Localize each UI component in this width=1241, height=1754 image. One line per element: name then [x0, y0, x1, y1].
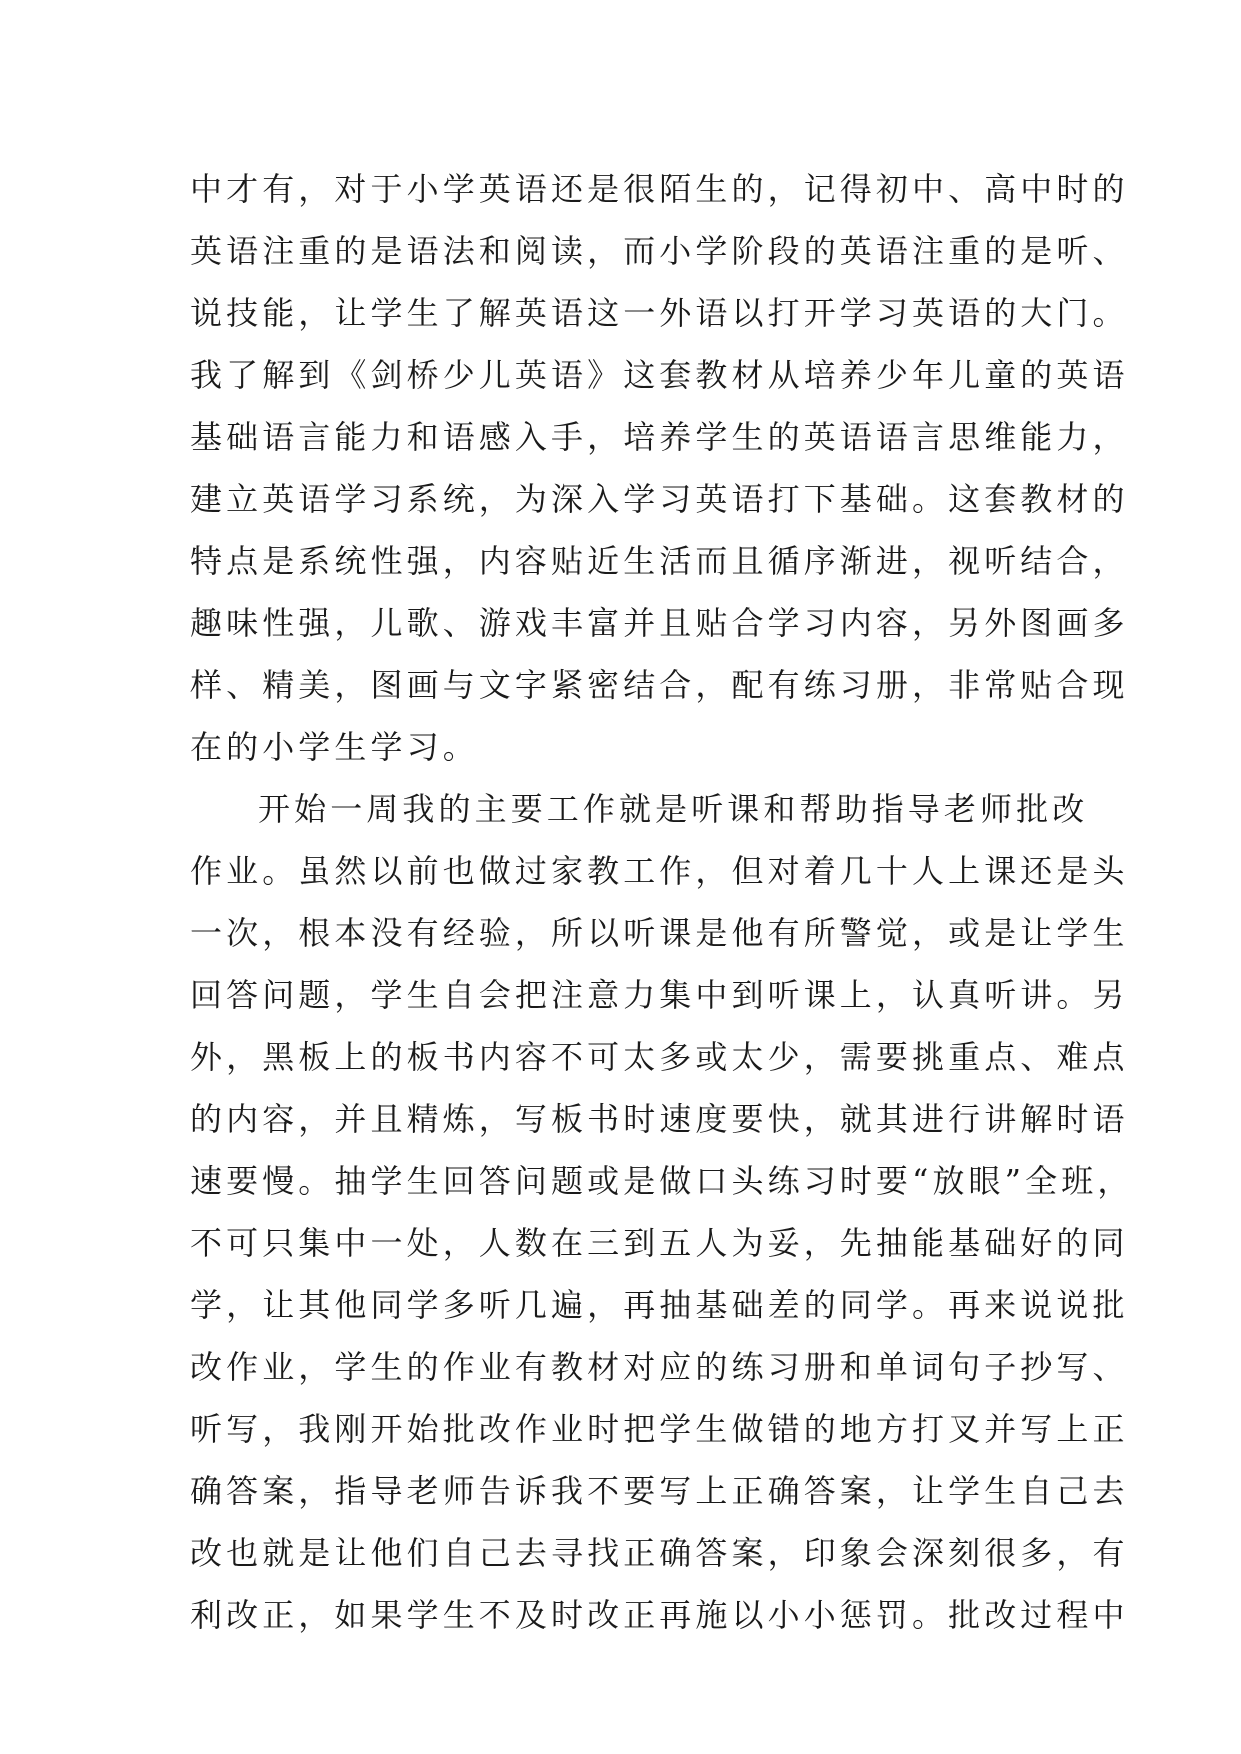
text-line: 说技能，让学生了解英语这一外语以打开学习英语的大门。 [190, 294, 1129, 332]
text-line: 建立英语学习系统，为深入学习英语打下基础。这套教材的 [190, 480, 1129, 518]
text-line: 改也就是让他们自己去寻找正确答案，印象会深刻很多，有 [190, 1534, 1129, 1572]
text-line: 回答问题，学生自会把注意力集中到听课上，认真听讲。另 [190, 976, 1129, 1014]
text-line: 样、精美，图画与文字紧密结合，配有练习册，非常贴合现 [190, 666, 1129, 704]
text-line: 英语注重的是语法和阅读，而小学阶段的英语注重的是听、 [190, 232, 1129, 270]
text-line: 不可只集中一处，人数在三到五人为妥，先抽能基础好的同 [190, 1224, 1129, 1262]
text-line: 确答案，指导老师告诉我不要写上正确答案，让学生自己去 [190, 1472, 1129, 1510]
text-line: 一次，根本没有经验，所以听课是他有所警觉，或是让学生 [190, 914, 1129, 952]
text-line: 改作业，学生的作业有教材对应的练习册和单词句子抄写、 [190, 1348, 1129, 1386]
text-line: 听写，我刚开始批改作业时把学生做错的地方打叉并写上正 [190, 1410, 1129, 1448]
text-line: 基础语言能力和语感入手，培养学生的英语语言思维能力， [190, 418, 1129, 456]
text-line: 趣味性强，儿歌、游戏丰富并且贴合学习内容，另外图画多 [190, 604, 1129, 642]
text-line: 特点是系统性强，内容贴近生活而且循序渐进，视听结合， [190, 542, 1129, 580]
text-line: 外，黑板上的板书内容不可太多或太少，需要挑重点、难点 [190, 1038, 1129, 1076]
paragraph-1 [190, 158, 1129, 778]
text-line: 中才有，对于小学英语还是很陌生的，记得初中、高中时的 [190, 170, 1129, 208]
text-line: 作业。虽然以前也做过家教工作，但对着几十人上课还是头 [190, 852, 1129, 890]
text-line: 学，让其他同学多听几遍，再抽基础差的同学。再来说说批 [190, 1286, 1129, 1324]
text-line: 我了解到《剑桥少儿英语》这套教材从培养少年儿童的英语 [190, 356, 1129, 394]
text-line: 的内容，并且精炼，写板书时速度要快，就其进行讲解时语 [190, 1100, 1129, 1138]
text-line: 开始一周我的主要工作就是听课和帮助指导老师批改 [258, 790, 1089, 828]
text-line: 在的小学生学习。 [190, 728, 479, 766]
paragraph-2 [190, 778, 1134, 1646]
text-line: 速要慢。抽学生回答问题或是做口头练习时要“放眼”全班， [190, 1162, 1134, 1200]
document-body [190, 158, 1134, 1646]
text-line: 利改正，如果学生不及时改正再施以小小惩罚。批改过程中 [190, 1596, 1129, 1634]
